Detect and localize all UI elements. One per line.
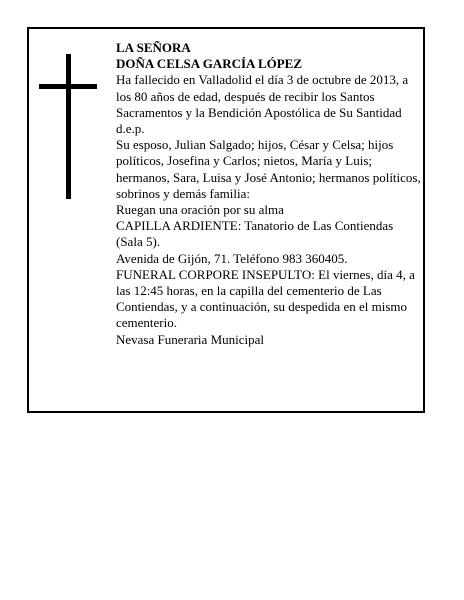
heading-title: LA SEÑORA bbox=[116, 40, 191, 55]
latin-cross-icon bbox=[39, 54, 97, 199]
address-phone: Avenida de Gijón, 71. Teléfono 983 360405. bbox=[116, 250, 348, 266]
death-announcement: Ha fallecido en Valladolid el día 3 de octubre de 2013, a los 80 años de edad, después de recibir los Santos Sacramentos y la Bendición Apostólica de Su Santidad d.e.p. bbox=[116, 72, 409, 137]
family-list: Su esposo, Julian Salgado; hijos, César y Celsa; hijos políticos, Josefina y Carlos; nietos, María y Luis; hermanos, Sara, Luisa y José Antonio; hermanos políticos, sobrinos y demás familia: bbox=[116, 137, 421, 201]
notice-text bbox=[116, 40, 422, 348]
chapel-info: CAPILLA ARDIENTE: Tanatorio de Las Contiendas (Sala 5). bbox=[116, 218, 394, 250]
cross-horizontal-bar bbox=[39, 84, 97, 89]
deceased-name: DOÑA CELSA GARCÍA LÓPEZ bbox=[116, 56, 303, 72]
cross-vertical-bar bbox=[66, 54, 71, 199]
obituary-notice bbox=[27, 27, 425, 413]
funeral-info: FUNERAL CORPORE INSEPULTO: El viernes, día 4, a las 12:45 horas, en la capilla del cementerio de Las Contiendas, y a continuación, su despedida en el mismo cementerio. bbox=[116, 266, 415, 331]
funeral-home: Nevasa Funeraria Municipal bbox=[116, 331, 265, 347]
prayer-request: Ruegan una oración por su alma bbox=[116, 202, 284, 218]
